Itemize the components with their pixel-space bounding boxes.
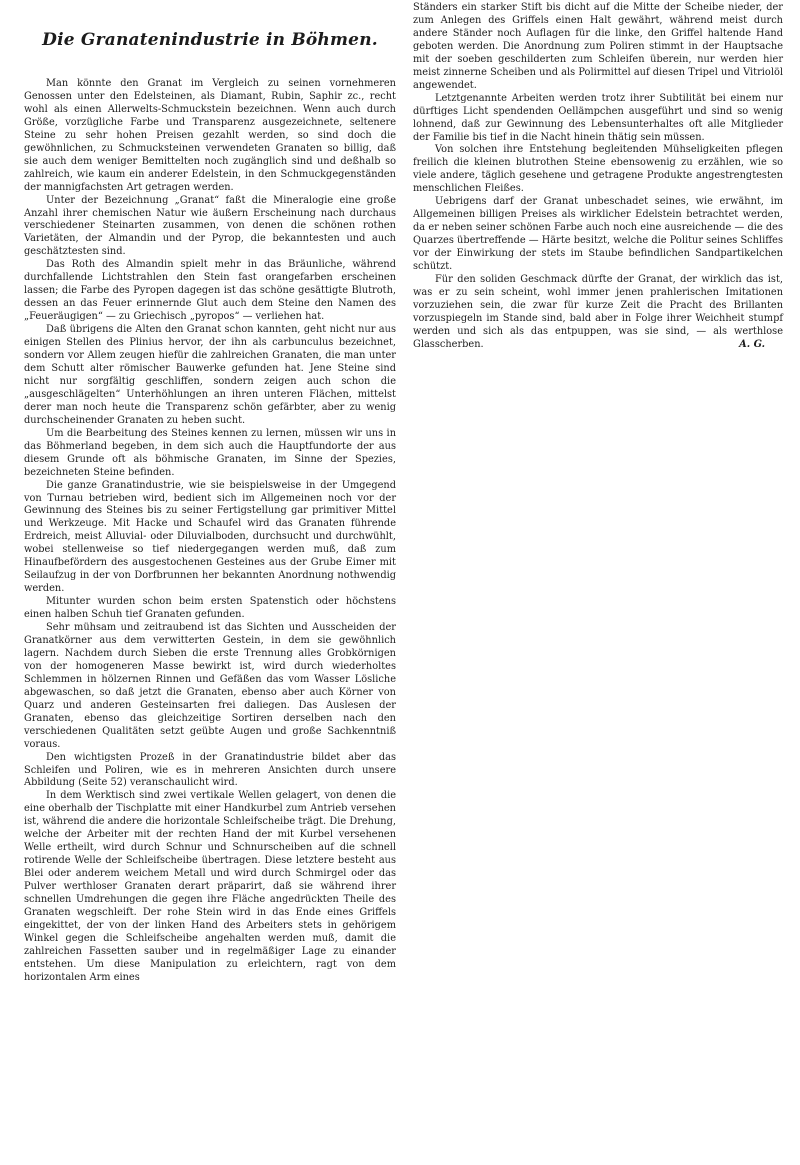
paragraph: Uebrigens darf der Granat unbeschadet seines, wie erwähnt, im Allgemeinen billigen Preises als wirklicher Edelstein betrachtet werden, da er neben seiner schönen Farbe auch noch eine ausreichende — die des Quarzes übertreffende — Härte besitzt, welche die Politur seines Schliffes vor der Einwirkung der stets im Staube befindlichen Sandpartikelchen schützt.: [413, 196, 783, 273]
left-column: [24, 16, 396, 985]
paragraph: In dem Werktisch sind zwei vertikale Wellen gelagert, von denen die eine oberhalb der Tischplatte mit einer Handkurbel zum Antrieb versehen ist, während die andere die horizontale Schleifscheibe trägt. Die Drehung, welche der Arbeiter mit der rechten Hand der mit Kurbel versehenen Welle ertheilt, wird durch Schnur und Schnurscheiben auf die schnell rotirende Welle der Schleifscheibe übertragen. Diese letztere besteht aus Blei oder anderem weichem Metall und wird durch Schmirgel oder das Pulver werthloser Granaten derart präparirt, daß sie während ihrer schnellen Umdrehungen die gegen ihre Fläche angedrückten Theile des Granaten wegschleift. Der rohe Stein wird in das Ende eines Griffels eingekittet, der von der linken Hand des Arbeiters stets in gehörigem Winkel gegen die Schleifscheibe angehalten werden muß, damit die zahlreichen Fassetten sauber und in regelmäßiger Lage zu einander entstehen. Um diese Manipulation zu erleichtern, ragt von dem horizontalen Arm eines: [24, 790, 396, 983]
paragraph: Mitunter wurden schon beim ersten Spatenstich oder höchstens einen halben Schuh tief Granaten gefunden.: [24, 596, 396, 621]
paragraph: Ständers ein starker Stift bis dicht auf die Mitte der Scheibe nieder, der zum Anlegen des Griffels einen Halt gewährt, während meist durch andere Ständer noch Auflagen für die linke, den Griffel haltende Hand geboten werden. Die Anordnung zum Poliren stimmt in der Hauptsache mit der soeben geschilderten zum Schleifen überein, nur werden hier meist zinnerne Scheiben und als Polirmittel auf diesen Tripel und Vitriolöl angewendet.: [413, 2, 783, 91]
author-signature: A. G.: [739, 338, 765, 350]
paragraph: Das Roth des Almandin spielt mehr in das Bräunliche, während durchfallende Lichtstrahlen den Stein fast orangefarben erscheinen lassen; die Farbe des Pyropen dagegen ist das schöne gesättigte Blutroth, dessen an das Feuer erinnernde Glut auch dem Steine den Namen des „Feueräugigen“ — zu Griechisch „pyropos“ — verliehen hat.: [24, 259, 396, 323]
paragraph: Man könnte den Granat im Vergleich zu seinen vornehmeren Genossen unter den Edelsteinen, als Diamant, Rubin, Saphir zc., recht wohl als einen Allerwelts-Schmuckstein bezeichnen. Wenn auch durch Größe, vorzügliche Farbe und Transparenz ausgezeichnete, seltenere Steine zu sehr hohen Preisen gezahlt werden, so sind doch die gewöhnlichen, zu Schmucksteinen verwendeten Granaten so billig, daß sie auch dem weniger Bemittelten noch zugänglich sind und deßhalb so zahlreich, wie kaum ein anderer Edelstein, in den Schmuckgegenständen der mannigfachsten Art getragen werden.: [24, 78, 396, 193]
paragraph-text: Für den soliden Geschmack dürfte der Granat, der wirklich das ist, was er zu sein scheint, wohl immer jenen prahlerischen Imitationen vorzuziehen sein, die zwar für kurze Zeit die Pracht des Brillanten vorzuspiegeln im Stande sind, bald aber in Folge ihrer Weichheit stumpf werden und sich als das entpuppen, was sie sind, — als werthlose Glasscherben.: [413, 274, 783, 350]
paragraph: Daß übrigens die Alten den Granat schon kannten, geht nicht nur aus einigen Stellen des Plinius hervor, der ihn als carbunculus bezeichnet, sondern vor Allem zeugen hiefür die zahlreichen Granaten, die man unter dem Schutt alter römischer Bauwerke gefunden hat. Jene Steine sind nicht nur sorgfältig geschliffen, sondern zeigen auch schon die „ausgeschlägelten“ Unterhöhlungen an ihren unteren Flächen, mittelst derer man noch heute die Transparenz schön gefärbter, aber zu wenig durchscheinender Granaten zu heben sucht.: [24, 324, 396, 426]
paragraph: Von solchen ihre Entstehung begleitenden Mühseligkeiten pflegen freilich die kleinen blutrothen Steine ebensowenig zu erzählen, wie so viele andere, täglich gesehene und getragene Produkte angestrengtesten menschlichen Fleißes.: [413, 144, 783, 195]
paragraph: Den wichtigsten Prozeß in der Granatindustrie bildet aber das Schleifen und Poliren, wie es in mehreren Ansichten durch unsere Abbildung (Seite 52) veranschaulicht wird.: [24, 751, 396, 789]
paragraph: Unter der Bezeichnung „Granat“ faßt die Mineralogie eine große Anzahl ihrer chemischen Natur wie äußern Erscheinung nach durchaus verschiedener Steinarten zusammen, von denen die schönen rothen Varietäten, der Almandin und der Pyrop, die bekanntesten und auch geschätztesten sind.: [24, 194, 396, 258]
paragraph: Um die Bearbeitung des Steines kennen zu lernen, müssen wir uns in das Böhmerland begeben, in dem sich auch die Hauptfundorte der aus diesem Grunde oft als böhmische Granaten, im Sinne der Spezies, bezeichneten Steine befinden.: [24, 427, 396, 478]
paragraph: Die ganze Granatindustrie, wie sie beispielsweise in der Umgegend von Turnau betrieben wird, bedient sich im Allgemeinen noch vor der Gewinnung des Steines bis zu seiner Fertigstellung gar primitiver Mittel und Werkzeuge. Mit Hacke und Schaufel wird das Granaten führende Erdreich, meist Alluvial- oder Diluvialboden, durchsucht und durchwühlt, wobei stellenweise so tief niedergegangen werden muß, daß zum Hinaufbefördern des ausgestochenen Gesteines aus der Grube Eimer mit Seilaufzug in der von Dorfbrunnen her bekannten Anordnung nothwendig werden.: [24, 479, 396, 595]
right-column: [413, 2, 783, 352]
article-title: Die Granatenindustrie in Böhmen.: [42, 30, 378, 50]
paragraph: Sehr mühsam und zeitraubend ist das Sichten und Ausscheiden der Granatkörner aus dem verwitterten Gestein, in dem sie gewöhnlich lagern. Nachdem durch Sieben die erste Trennung alles Grobkörnigen von der homogeneren Masse bewirkt ist, wird durch wiederholtes Schlemmen in hölzernen Rinnen und Gefäßen das vom Wasser Lösliche abgewaschen, so daß jetzt die Granaten, ebenso aber auch Körner von Quarz und anderen Gesteinsarten frei daliegen. Das Auslesen der Granaten, ebenso das gleichzeitige Sortiren derselben nach den verschiedenen Qualitäten setzt geübte Augen und große Sachkenntniß voraus.: [24, 622, 396, 750]
paragraph: Letztgenannte Arbeiten werden trotz ihrer Subtilität bei einem nur dürftiges Licht spendenden Oellämpchen ausgeführt und sind so wenig lohnend, daß zur Gewinnung des Lebensunterhaltes oft alle Mitglieder der Familie bis tief in die Nacht hinein thätig sein müssen.: [413, 92, 783, 143]
paragraph: [413, 274, 783, 352]
